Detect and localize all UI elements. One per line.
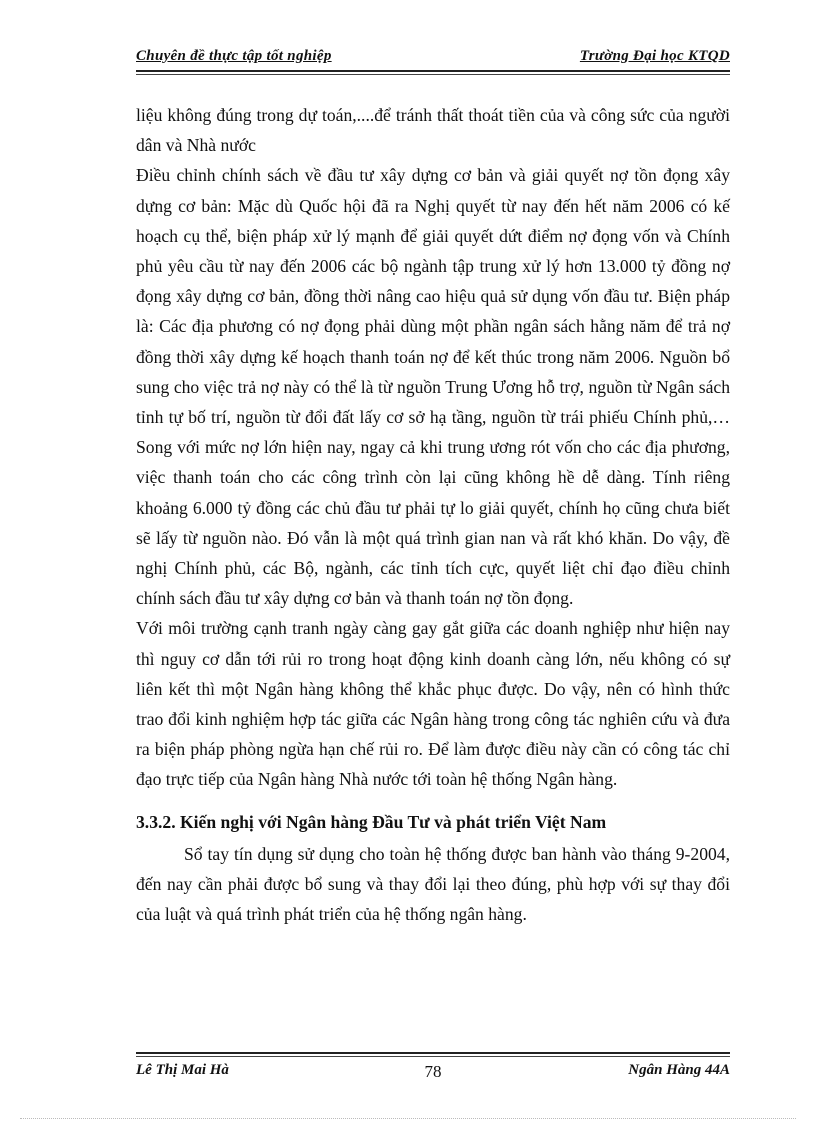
footer-author: Lê Thị Mai Hà [136, 1062, 229, 1078]
header-rule-thin [136, 74, 730, 75]
footer-rule [136, 1052, 730, 1054]
section-heading: 3.3.2. Kiến nghị với Ngân hàng Đầu Tư và phát triển Việt Nam [136, 811, 607, 832]
paragraph-investment-policy: Điều chỉnh chính sách về đầu tư xây dựng cơ bản và giải quyết nợ tồn đọng xây dựng cơ bản: Mặc dù Quốc hội đã ra Nghị quyết từ nay đến hết năm 2006 có kế hoạch cụ thể, biện pháp xử lý mạnh để giải quyết dứt điểm nợ đọng vốn và Chính phủ yêu cầu từ nay đến 2006 các bộ ngành tập trung xử lý hơn 13.000 tỷ đồng nợ đọng xây dựng cơ bản, đồng thời nâng cao hiệu quả sử dụng vốn đầu tư. Biện pháp là: Các địa phương có nợ đọng phải dùng một phần ngân sách hằng năm để trả nợ đồng thời xây dựng kế hoạch thanh toán nợ để kết thúc trong năm 2006. Nguồn bổ sung cho việc trả nợ này có thể là từ nguồn Trung Ương hỗ trợ, nguồn từ Ngân sách tỉnh tự bố trí, nguồn từ đổi đất lấy cơ sở hạ tầng, nguồn từ trái phiếu Chính phủ,… Song với mức nợ lớn hiện nay, ngay cả khi trung ương rót vốn cho các địa phương, việc thanh toán cho các công trình còn lại cũng không hề dễ dàng. Tính riêng khoảng 6.000 tỷ đồng các chủ đầu tư phải tự lo giải quyết, chính họ cũng chưa biết sẽ lấy từ nguồn nào. Đó vẫn là một quá trình gian nan và rất khó khăn. Do vậy, đề nghị Chính phủ, các Bộ, ngành, các tỉnh tích cực, quyết liệt chỉ đạo điều chỉnh chính sách đầu tư xây dựng cơ bản và thanh toán nợ tồn đọng. [136, 165, 730, 609]
paragraph-continuation: liệu không đúng trong dự toán,....để tránh thất thoát tiền của và công sức của người dân và Nhà nước [136, 105, 730, 156]
paragraph-bank-cooperation: Với môi trường cạnh tranh ngày càng gay gắt giữa các doanh nghiệp như hiện nay thì nguy cơ dẫn tới rủi ro trong hoạt động kinh doanh càng lớn, nếu không có sự liên kết thì một Ngân hàng không thể khắc phục được. Do vậy, nên có hình thức trao đổi kinh nghiệm hợp tác giữa các Ngân hàng trong công tác nghiên cứu và đưa ra biện pháp phòng ngừa hạn chế rủi ro. Để làm được điều này cần có công tác chỉ đạo trực tiếp của Ngân hàng Nhà nước tới toàn hệ thống Ngân hàng. [136, 618, 730, 790]
paragraph-credit-handbook: Sổ tay tín dụng sử dụng cho toàn hệ thống được ban hành vào tháng 9-2004, đến nay cần phải được bổ sung và thay đổi lại theo đúng, phù hợp với sự thay đổi của luật và quá trình phát triển của hệ thống ngân hàng. [136, 843, 730, 925]
header-right-title: Trường Đại học KTQD [579, 48, 730, 64]
page-number: 78 [424, 1062, 442, 1081]
header-left-title: Chuyên đề thực tập tốt nghiệp [136, 48, 332, 64]
header-rule [136, 70, 730, 72]
body-text [136, 100, 730, 929]
footer-rule-thin [136, 1056, 730, 1057]
page-header [136, 48, 730, 70]
page-bottom-border [20, 1118, 796, 1119]
footer-class: Ngân Hàng 44A [628, 1062, 730, 1078]
page-footer [136, 1062, 730, 1084]
